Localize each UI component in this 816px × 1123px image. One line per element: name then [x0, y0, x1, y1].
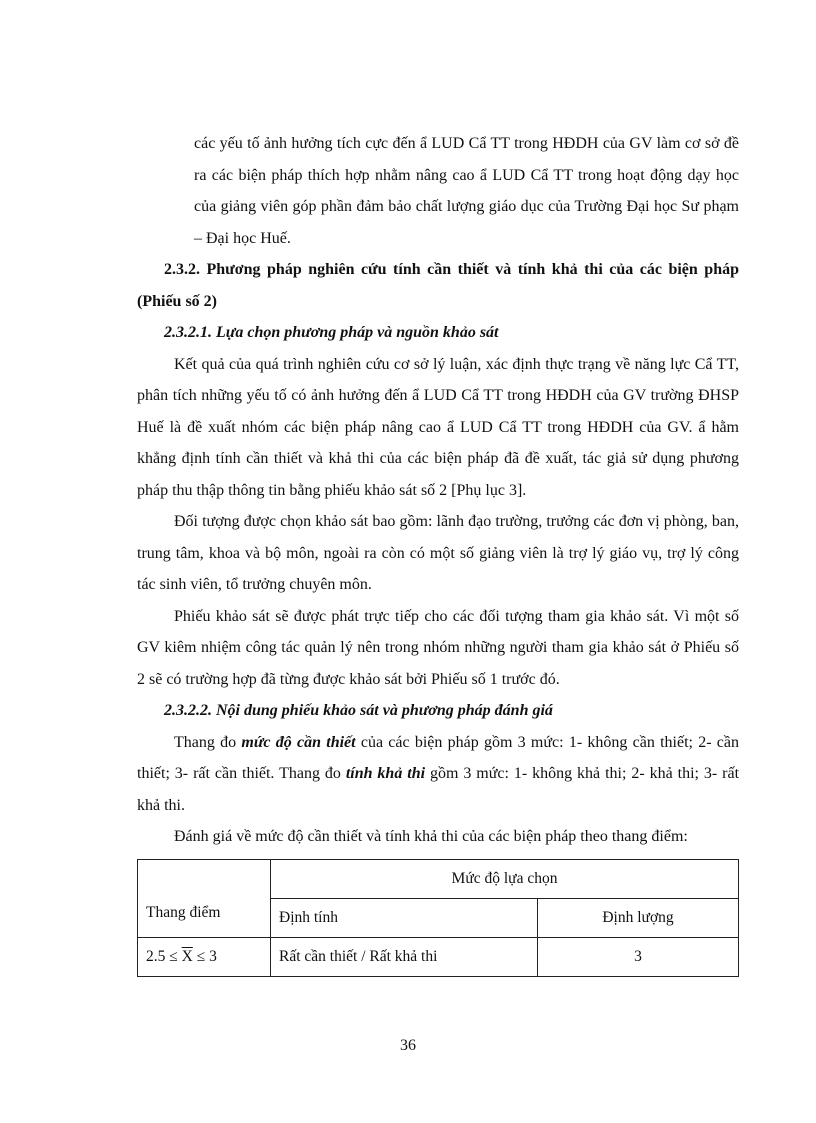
scoring-table — [137, 859, 739, 977]
paragraph-research-results: Kết quả của quá trình nghiên cứu cơ sở lý luận, xác định thực trạng về năng lực Cẩ TT, phân tích những yếu tố có ảnh hưởng đến ẩ LUD Cẩ TT trong HĐDH của GV trường ĐHSP Huế là đề xuất nhóm các biện pháp nâng cao ẩ LUD Cẩ TT trong HĐDH của GV. ẩ hằm khẳng định tính cần thiết và khả thi của các biện pháp đã đề xuất, tác giả sử dụng phương pháp thu thập thông tin bằng phiếu khảo sát số 2 [Phụ lục 3]. — [137, 355, 739, 499]
cell-qualitative: Rất cần thiết / Rất khả thi — [271, 937, 538, 976]
emphasis-necessity: mức độ cần thiết — [241, 733, 356, 751]
emphasis-feasibility: tính khả thi — [345, 765, 426, 782]
intro-paragraph: các yếu tố ảnh hưởng tích cực đến ẩ LUD Cẩ TT trong HĐDH của GV làm cơ sở đề ra các biện pháp thích hợp nhằm nâng cao ẩ LUD Cẩ TT trong hoạt động dạy học của giảng viên góp phần đảm bảo chất lượng giáo dục của Trường Đại học Sư phạm – Đại học Huế. — [194, 135, 739, 247]
header-quantitative: Định lượng — [538, 898, 739, 937]
paragraph-scale-description: Thang đo mức độ cần thiết của các biện pháp gồm 3 mức: 1- không cần thiết; 2- cần thiết; 3- rất cần thiết. Thang đo tính khả thi gồm 3 mức: 1- không khả thi; 2- khả thi; 3- rất khả thi. — [137, 733, 740, 814]
cell-quantitative: 3 — [538, 937, 739, 976]
section-heading-2-3-2-1: 2.3.2.1. Lựa chọn phương pháp và nguồn khảo sát — [164, 324, 499, 341]
table-row — [138, 937, 739, 976]
page-number: 36 — [400, 1037, 416, 1054]
cell-score-range: $2.5 \le \overline{X} \le 3$ — [138, 937, 271, 976]
paragraph-scoring-intro: Đánh giá về mức độ cần thiết và tính khả thi của các biện pháp theo thang điểm: — [174, 828, 688, 845]
mean-symbol: $\overline{X}$ — [181, 947, 193, 965]
header-choice-level: Mức độ lựa chọn — [271, 859, 739, 898]
header-qualitative: Định tính — [271, 898, 538, 937]
paragraph-survey-subjects: Đối tượng được chọn khảo sát bao gồm: lãnh đạo trường, trưởng các đơn vị phòng, ban, trung tâm, khoa và bộ môn, ngoài ra còn có một số giảng viên là trợ lý giáo vụ, trợ lý công tác sinh viên, tổ trưởng chuyên môn. — [137, 513, 739, 593]
section-heading-2-3-2-2: 2.3.2.2. Nội dung phiếu khảo sát và phương pháp đánh giá — [164, 702, 553, 719]
header-scale: Thang điểm — [138, 859, 271, 937]
section-heading-2-3-2: 2.3.2. Phương pháp nghiên cứu tính cần thiết và tính khả thi của các biện pháp (Phiếu số 2) — [137, 261, 739, 310]
page-content — [137, 128, 739, 977]
paragraph-survey-distribution: Phiếu khảo sát sẽ được phát trực tiếp cho các đối tượng tham gia khảo sát. Vì một số GV kiêm nhiệm công tác quản lý nên trong nhóm những người tham gia khảo sát ở Phiếu số 2 sẽ có trường hợp đã từng được khảo sát bởi Phiếu số 1 trước đó. — [137, 607, 739, 688]
